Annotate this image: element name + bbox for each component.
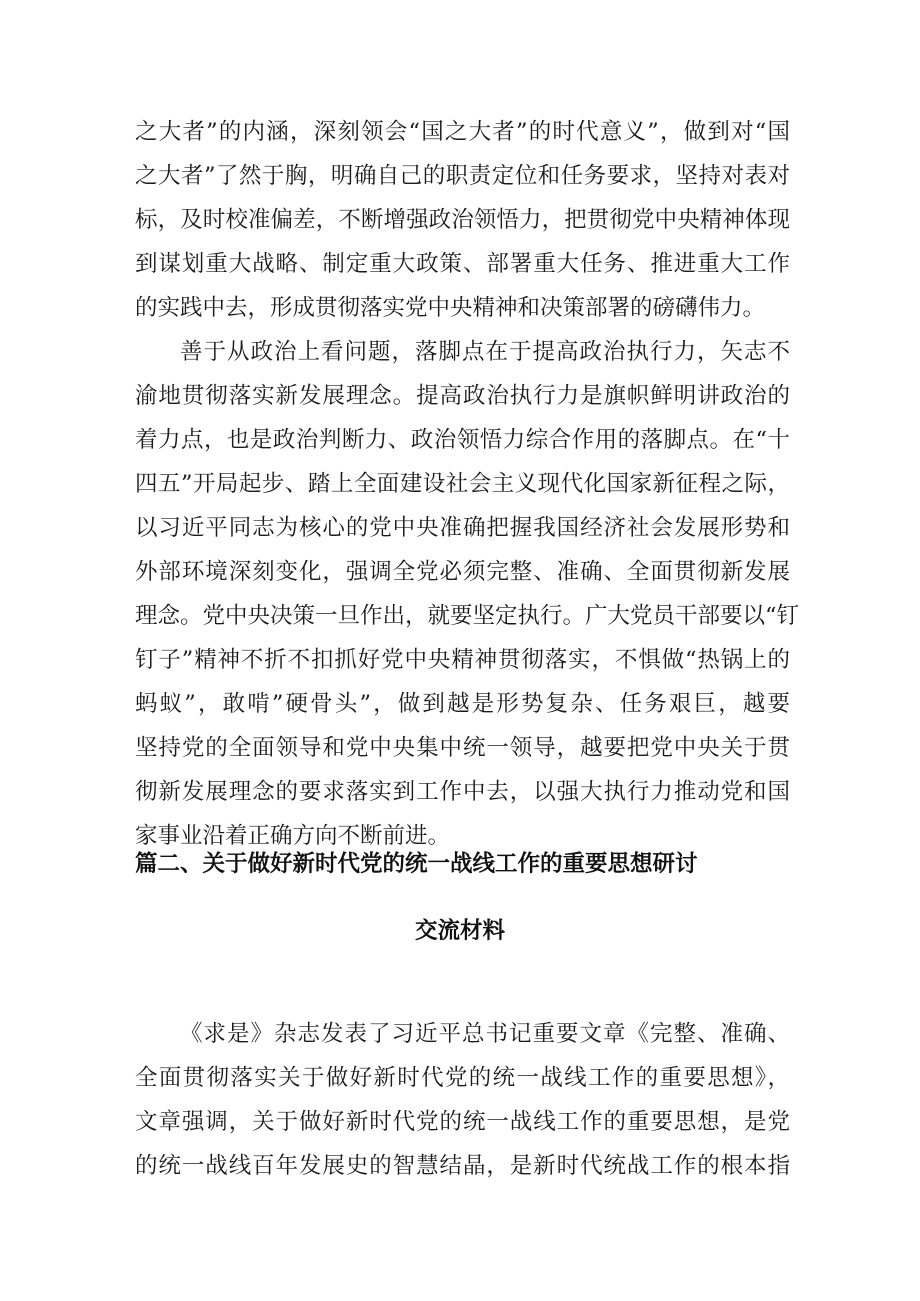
paragraph-line: 善于从政治上看问题，落脚点在于提高政治执行力，矢志不: [180, 339, 790, 365]
paragraph-line: 以习近平同志为核心的党中央准确把握我国经济社会发展形势和: [135, 515, 790, 541]
paragraph-line: 文章强调，关于做好新时代党的统一战线工作的重要思想，是党: [135, 1109, 790, 1135]
paragraph-line: 坚持党的全面领导和党中央集中统一领导，越要把党中央关于贯: [135, 735, 790, 761]
paragraph-line: 彻新发展理念的要求落实到工作中去，以强大执行力推动党和国: [135, 779, 790, 805]
paragraph-line: 外部环境深刻变化，强调全党必须完整、准确、全面贯彻新发展: [135, 559, 790, 585]
paragraph-line: 标，及时校准偏差，不断增强政治领悟力，把贯彻党中央精神体现: [135, 207, 790, 233]
paragraph-line: 四五”开局起步、踏上全面建设社会主义现代化国家新征程之际，: [135, 471, 790, 497]
paragraph-line: 渝地贯彻落实新发展理念。提高政治执行力是旗帜鲜明讲政治的: [135, 383, 790, 409]
paragraph-line: 全面贯彻落实关于做好新时代党的统一战线工作的重要思想》，: [135, 1065, 790, 1091]
paragraph-line: 蚂蚁”，敢啃”硬骨头”，做到越是形势复杂、任务艰巨，越要: [135, 691, 790, 717]
paragraph-line: 《求是》杂志发表了习近平总书记重要文章《完整、准确、: [180, 1021, 790, 1047]
paragraph-line: 到谋划重大战略、制定重大政策、部署重大任务、推进重大工作: [135, 251, 790, 277]
paragraph-line: 钉子”精神不折不扣抓好党中央精神贯彻落实，不惧做“热锅上的: [135, 647, 790, 673]
paragraph-line: 的实践中去，形成贯彻落实党中央精神和决策部署的磅礴伟力。: [135, 295, 766, 321]
paragraph-line: 家事业沿着正确方向不断前进。: [135, 823, 451, 849]
paragraph-line: 理念。党中央决策一旦作出，就要坚定执行。广大党员干部要以“钉: [135, 603, 800, 629]
section-heading-subtitle: 交流材料: [414, 918, 505, 944]
paragraph-line: 之大者”了然于胸，明确自己的职责定位和任务要求，坚持对表对: [135, 163, 790, 189]
paragraph-line: 之大者”的内涵，深刻领会“国之大者”的时代意义”，做到对“国: [135, 119, 790, 145]
paragraph-line: 的统一战线百年发展史的智慧结晶，是新时代统战工作的根本指: [135, 1153, 790, 1179]
section-heading: 篇二、关于做好新时代党的统一战线工作的重要思想研讨: [135, 851, 698, 877]
paragraph-line: 着力点，也是政治判断力、政治领悟力综合作用的落脚点。在“十: [135, 427, 790, 453]
